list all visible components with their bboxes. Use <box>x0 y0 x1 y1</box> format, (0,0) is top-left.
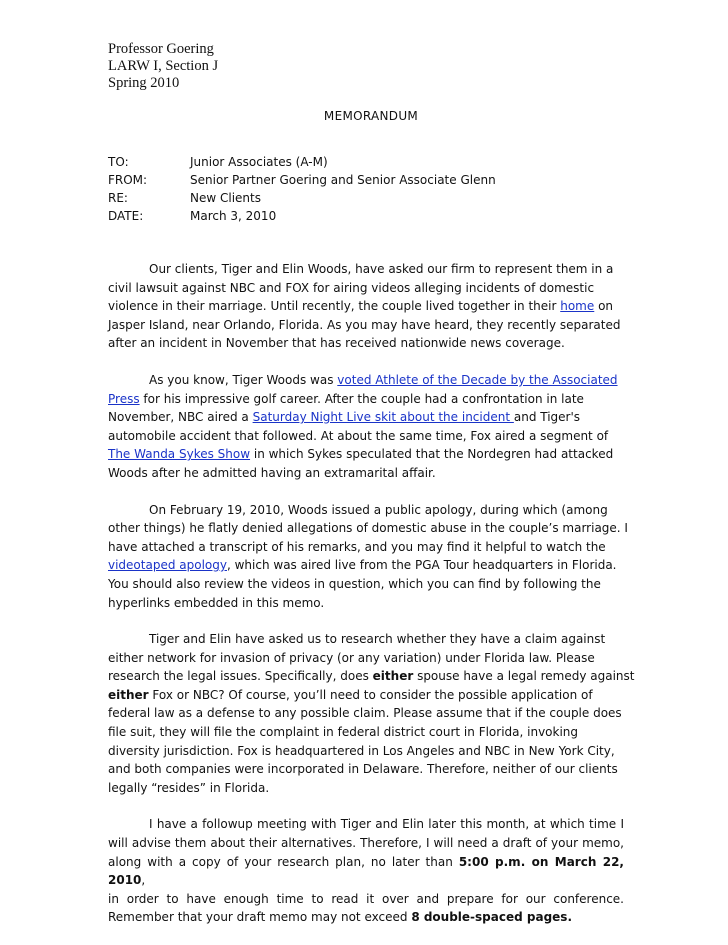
memo-title: MEMORANDUM <box>323 109 419 123</box>
text-line: You should also review the videos in question, which you can find by following the <box>108 576 601 591</box>
text-line: file suit, they will file the complaint in federal district court in Florida, invoking <box>108 725 579 740</box>
text-line <box>108 445 624 464</box>
text-span: , <box>141 873 146 888</box>
field-label: RE: <box>108 191 128 205</box>
text-line: hyperlinks embedded in this memo. <box>108 595 325 610</box>
document-header <box>108 41 218 92</box>
field-to <box>108 153 496 171</box>
field-label: FROM: <box>108 173 148 187</box>
field-date <box>108 207 496 225</box>
text-line: after an incident in November that has received nationwide news coverage. <box>108 336 565 351</box>
field-value: March 3, 2010 <box>190 209 277 223</box>
text-span: spouse have a legal remedy against <box>413 669 635 684</box>
text-span: On February 19, 2010, Woods issued a public apology, during which (among <box>149 502 608 517</box>
field-value: Senior Partner Goering and Senior Associate Glenn <box>190 173 496 187</box>
text-span: on <box>594 299 614 314</box>
text-line: and both companies were incorporated in Delaware. Therefore, neither of our clients <box>108 762 618 777</box>
text-line <box>108 297 624 316</box>
text-span: for his impressive golf career. After the couple had a confrontation in late <box>139 391 584 406</box>
text-line: other things) he flatly denied allegations of domestic abuse in the couple’s marriage. I <box>108 521 628 536</box>
text-span: I have a followup meeting with Tiger and Elin later this month, at which time I <box>149 817 624 832</box>
memo-body <box>108 260 635 945</box>
text-span: Fox or NBC? Of course, you’ll need to consider the possible application of <box>148 687 593 702</box>
text-line <box>108 815 624 834</box>
bold-page-limit: 8 double-spaced pages. <box>411 910 573 925</box>
memo-fields <box>108 153 496 225</box>
text-span: , which was aired live from the PGA Tour headquarters in Florida. <box>226 558 617 573</box>
text-span: in which Sykes speculated that the Nordegren had attacked <box>250 447 614 462</box>
text-span: research the legal issues. Specifically, does <box>108 669 373 684</box>
text-line: civil lawsuit against NBC and FOX for airing videos alleging incidents of domestic <box>108 280 595 295</box>
text-line: have attached a transcript of his remarks, and you may find it helpful to watch the <box>108 539 606 554</box>
text-span: Our clients, Tiger and Elin Woods, have asked our firm to represent them in a <box>149 262 614 276</box>
header-course: LARW I, Section J <box>108 58 219 74</box>
text-line <box>108 408 624 427</box>
text-line <box>108 630 624 649</box>
home-link[interactable]: home <box>560 299 595 314</box>
text-line <box>108 501 624 520</box>
bold-text: either <box>108 687 149 702</box>
field-value: Junior Associates (A-M) <box>190 155 328 169</box>
memo-title-row <box>0 109 728 123</box>
bold-text: either <box>372 669 414 684</box>
text-line <box>108 686 624 705</box>
text-line <box>108 908 624 927</box>
header-professor: Professor Goering <box>108 41 214 57</box>
text-line: will advise them about their alternatives. Therefore, I will need a draft of your memo, <box>108 836 624 851</box>
paragraph-3 <box>108 501 628 613</box>
text-line: in order to have enough time to read it over and prepare for our conference. <box>108 891 624 906</box>
text-line: Jasper Island, near Orlando, Florida. As you may have heard, they recently separated <box>108 317 621 332</box>
text-span: November, NBC aired a <box>108 410 253 425</box>
text-line: automobile accident that followed. At about the same time, Fox aired a segment of <box>108 428 609 443</box>
field-value: New Clients <box>190 191 261 205</box>
paragraph-5 <box>108 815 624 927</box>
videotaped-apology-link[interactable]: videotaped apology <box>108 558 227 573</box>
field-re <box>108 189 496 207</box>
text-line <box>108 853 624 890</box>
header-term: Spring 2010 <box>108 75 180 91</box>
wanda-sykes-show-link[interactable]: The Wanda Sykes Show <box>108 447 251 462</box>
text-span: Tiger and Elin have asked us to research whether they have a claim against <box>149 632 606 647</box>
text-line <box>108 556 624 575</box>
text-line: either network for invasion of privacy (or any variation) under Florida law. Please <box>108 650 595 665</box>
snl-skit-link[interactable]: Saturday Night Live skit about the incident <box>252 410 514 425</box>
field-label: TO: <box>108 155 129 169</box>
text-span: along with a copy of your research plan, no later than <box>108 854 459 869</box>
paragraph-2 <box>108 371 624 483</box>
text-line <box>108 260 624 279</box>
text-line <box>108 371 624 390</box>
text-line <box>108 667 635 686</box>
text-line <box>108 390 624 409</box>
text-line: legally “resides” in Florida. <box>108 780 270 795</box>
text-line: diversity jurisdiction. Fox is headquartered in Los Angeles and NBC in New York City, <box>108 743 615 758</box>
athlete-of-decade-link-cont[interactable]: Press <box>108 391 140 406</box>
field-from <box>108 171 496 189</box>
bold-deadline: 5:00 p.m. on March 22, 2010 <box>108 854 624 888</box>
paragraph-1 <box>108 260 624 353</box>
text-span: and Tiger's <box>513 410 581 425</box>
text-span: violence in their marriage. Until recently, the couple lived together in their <box>108 299 561 314</box>
paragraph-4 <box>108 630 635 797</box>
text-line: Woods after he admitted having an extramarital affair. <box>108 465 436 480</box>
text-span: Remember that your draft memo may not exceed <box>108 910 412 925</box>
text-span: As you know, Tiger Woods was <box>149 372 338 387</box>
field-label: DATE: <box>108 209 144 223</box>
text-line: federal law as a defense to any possible claim. Please assume that if the couple does <box>108 706 622 721</box>
athlete-of-decade-link[interactable]: voted Athlete of the Decade by the Associated <box>337 372 618 387</box>
